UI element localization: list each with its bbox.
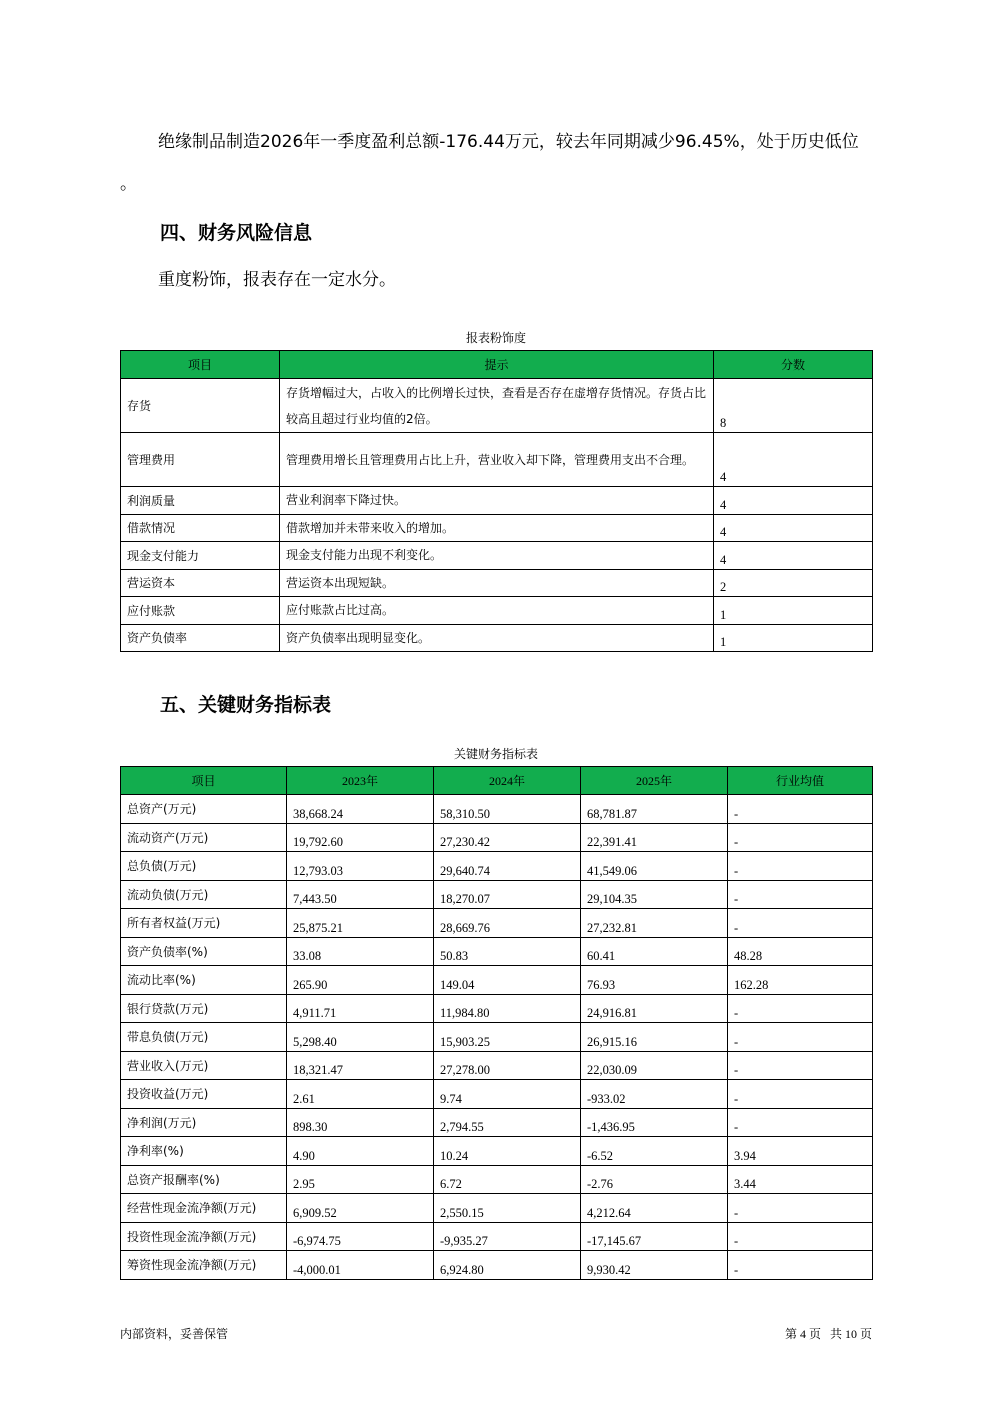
risk-row (121, 487, 873, 515)
header-2023: 2023年 (287, 767, 434, 795)
summary-text: 重度粉饰，报表存在一定水分。 (158, 270, 396, 290)
kpi-2025: 27,232.81 (581, 909, 728, 938)
kpi-item: 银行贷款(万元) (121, 994, 287, 1023)
kpi-row (121, 1023, 873, 1052)
risk-item: 应付账款 (121, 597, 280, 625)
kpi-2023: 898.30 (287, 1108, 434, 1137)
risk-hint: 应付账款占比过高。 (280, 597, 714, 625)
kpi-2024: 149.04 (434, 966, 581, 995)
kpi-2023: 7,443.50 (287, 880, 434, 909)
kpi-2023: -6,974.75 (287, 1222, 434, 1251)
kpi-item: 流动负债(万元) (121, 880, 287, 909)
kpi-2023: -4,000.01 (287, 1251, 434, 1280)
kpi-2025: 22,030.09 (581, 1051, 728, 1080)
kpi-industry-avg: - (728, 1051, 873, 1080)
intro-line-1: 绝缘制品制造2026年一季度盈利总额-176.44万元，较去年同期减少96.45%，处于历史低位 (158, 132, 859, 152)
kpi-row (121, 1137, 873, 1166)
kpi-2025: 76.93 (581, 966, 728, 995)
footer-left: 内部资料，妥善保管 (120, 1327, 229, 1341)
kpi-2024: 2,550.15 (434, 1194, 581, 1223)
kpi-item: 带息负债(万元) (121, 1023, 287, 1052)
header-item: 项目 (121, 351, 280, 379)
kpi-item: 净利率(%) (121, 1137, 287, 1166)
risk-score: 4 (714, 487, 873, 515)
kpi-row (121, 1108, 873, 1137)
kpi-item: 筹资性现金流净额(万元) (121, 1251, 287, 1280)
kpi-2023: 265.90 (287, 966, 434, 995)
risk-score: 1 (714, 597, 873, 625)
kpi-2024: 50.83 (434, 937, 581, 966)
kpi-2024: 15,903.25 (434, 1023, 581, 1052)
kpi-item: 总资产(万元) (121, 795, 287, 824)
risk-score: 2 (714, 569, 873, 597)
risk-hint: 存货增幅过大，占收入的比例增长过快，查看是否存在虚增存货情况。存货占比较高且超过行业均值的2倍。 (280, 379, 714, 433)
header-2024: 2024年 (434, 767, 581, 795)
kpi-2023: 18,321.47 (287, 1051, 434, 1080)
section5-heading: 五、关键财务指标表 (160, 694, 332, 716)
risk-item: 借款情况 (121, 514, 280, 542)
intro-line-2: 。 (120, 174, 137, 194)
kpi-item: 经营性现金流净额(万元) (121, 1194, 287, 1223)
kpi-2025: 24,916.81 (581, 994, 728, 1023)
risk-hint: 营运资本出现短缺。 (280, 569, 714, 597)
kpi-row (121, 1194, 873, 1223)
kpi-2024: 29,640.74 (434, 852, 581, 881)
kpi-2025: 41,549.06 (581, 852, 728, 881)
section4-summary (120, 259, 880, 301)
kpi-2023: 4,911.71 (287, 994, 434, 1023)
risk-item: 管理费用 (121, 433, 280, 487)
risk-score: 8 (714, 379, 873, 433)
kpi-2025: -6.52 (581, 1137, 728, 1166)
kpi-2025: -933.02 (581, 1080, 728, 1109)
kpi-2024: 6.72 (434, 1165, 581, 1194)
risk-row (121, 379, 873, 433)
kpi-industry-avg: 3.44 (728, 1165, 873, 1194)
kpi-row (121, 880, 873, 909)
risk-table-header (121, 351, 873, 379)
risk-hint: 管理费用增长且管理费用占比上升，营业收入却下降，管理费用支出不合理。 (280, 433, 714, 487)
header-2025: 2025年 (581, 767, 728, 795)
kpi-table-caption: 关键财务指标表 (453, 747, 538, 761)
kpi-2025: 9,930.42 (581, 1251, 728, 1280)
kpi-2024: 2,794.55 (434, 1108, 581, 1137)
kpi-2024: -9,935.27 (434, 1222, 581, 1251)
kpi-2024: 10.24 (434, 1137, 581, 1166)
risk-score: 4 (714, 542, 873, 570)
kpi-2023: 4.90 (287, 1137, 434, 1166)
kpi-row (121, 994, 873, 1023)
kpi-industry-avg: - (728, 1194, 873, 1223)
kpi-industry-avg: - (728, 852, 873, 881)
kpi-2024: 27,278.00 (434, 1051, 581, 1080)
kpi-2024: 27,230.42 (434, 823, 581, 852)
kpi-item: 投资收益(万元) (121, 1080, 287, 1109)
kpi-industry-avg: - (728, 1023, 873, 1052)
kpi-2023: 38,668.24 (287, 795, 434, 824)
kpi-2025: -17,145.67 (581, 1222, 728, 1251)
risk-hint: 资产负债率出现明显变化。 (280, 624, 714, 652)
kpi-industry-avg: - (728, 1251, 873, 1280)
kpi-item: 所有者权益(万元) (121, 909, 287, 938)
risk-item: 存货 (121, 379, 280, 433)
kpi-table (120, 766, 873, 1280)
header-score: 分数 (714, 351, 873, 379)
header-hint: 提示 (280, 351, 714, 379)
kpi-2025: 4,212.64 (581, 1194, 728, 1223)
kpi-industry-avg: - (728, 795, 873, 824)
risk-row (121, 433, 873, 487)
kpi-2023: 25,875.21 (287, 909, 434, 938)
kpi-2023: 33.08 (287, 937, 434, 966)
kpi-2025: 68,781.87 (581, 795, 728, 824)
kpi-2024: 28,669.76 (434, 909, 581, 938)
kpi-item: 资产负债率(%) (121, 937, 287, 966)
risk-row (121, 569, 873, 597)
kpi-2023: 19,792.60 (287, 823, 434, 852)
kpi-item: 流动比率(%) (121, 966, 287, 995)
kpi-industry-avg: - (728, 1108, 873, 1137)
kpi-2024: 58,310.50 (434, 795, 581, 824)
kpi-industry-avg: - (728, 1222, 873, 1251)
kpi-2025: -2.76 (581, 1165, 728, 1194)
risk-score: 4 (714, 514, 873, 542)
kpi-2025: 60.41 (581, 937, 728, 966)
kpi-2024: 9.74 (434, 1080, 581, 1109)
header-industry-avg: 行业均值 (728, 767, 873, 795)
risk-score: 1 (714, 624, 873, 652)
footer-page-number: 第 4 页 共 10 页 (784, 1327, 872, 1341)
kpi-row (121, 909, 873, 938)
risk-row (121, 514, 873, 542)
risk-table-caption: 报表粉饰度 (465, 331, 526, 345)
kpi-item: 投资性现金流净额(万元) (121, 1222, 287, 1251)
kpi-industry-avg: 162.28 (728, 966, 873, 995)
kpi-2025: 22,391.41 (581, 823, 728, 852)
risk-hint: 借款增加并未带来收入的增加。 (280, 514, 714, 542)
kpi-item: 总资产报酬率(%) (121, 1165, 287, 1194)
kpi-table-header (121, 767, 873, 795)
risk-table (120, 350, 873, 652)
risk-row (121, 542, 873, 570)
kpi-2024: 6,924.80 (434, 1251, 581, 1280)
risk-item: 现金支付能力 (121, 542, 280, 570)
kpi-item: 净利润(万元) (121, 1108, 287, 1137)
kpi-2023: 6,909.52 (287, 1194, 434, 1223)
kpi-industry-avg: - (728, 1080, 873, 1109)
kpi-industry-avg: 3.94 (728, 1137, 873, 1166)
kpi-2025: 29,104.35 (581, 880, 728, 909)
kpi-row (121, 1251, 873, 1280)
kpi-item: 流动资产(万元) (121, 823, 287, 852)
kpi-2023: 5,298.40 (287, 1023, 434, 1052)
kpi-2024: 18,270.07 (434, 880, 581, 909)
kpi-2023: 2.95 (287, 1165, 434, 1194)
kpi-row (121, 937, 873, 966)
section4-heading: 四、财务风险信息 (160, 222, 313, 244)
kpi-industry-avg: - (728, 880, 873, 909)
kpi-industry-avg: - (728, 909, 873, 938)
kpi-row (121, 852, 873, 881)
kpi-2023: 12,793.03 (287, 852, 434, 881)
intro-paragraph (120, 121, 880, 205)
risk-hint: 营业利润率下降过快。 (280, 487, 714, 515)
kpi-industry-avg: 48.28 (728, 937, 873, 966)
risk-hint: 现金支付能力出现不利变化。 (280, 542, 714, 570)
kpi-row (121, 823, 873, 852)
kpi-row (121, 1080, 873, 1109)
risk-row (121, 624, 873, 652)
header-item: 项目 (121, 767, 287, 795)
kpi-item: 营业收入(万元) (121, 1051, 287, 1080)
kpi-row (121, 966, 873, 995)
kpi-row (121, 795, 873, 824)
kpi-item: 总负债(万元) (121, 852, 287, 881)
kpi-row (121, 1051, 873, 1080)
kpi-2023: 2.61 (287, 1080, 434, 1109)
kpi-industry-avg: - (728, 823, 873, 852)
kpi-2024: 11,984.80 (434, 994, 581, 1023)
kpi-row (121, 1222, 873, 1251)
kpi-2025: -1,436.95 (581, 1108, 728, 1137)
kpi-industry-avg: - (728, 994, 873, 1023)
risk-item: 资产负债率 (121, 624, 280, 652)
risk-row (121, 597, 873, 625)
risk-item: 营运资本 (121, 569, 280, 597)
risk-score: 4 (714, 433, 873, 487)
kpi-row (121, 1165, 873, 1194)
kpi-2025: 26,915.16 (581, 1023, 728, 1052)
risk-item: 利润质量 (121, 487, 280, 515)
